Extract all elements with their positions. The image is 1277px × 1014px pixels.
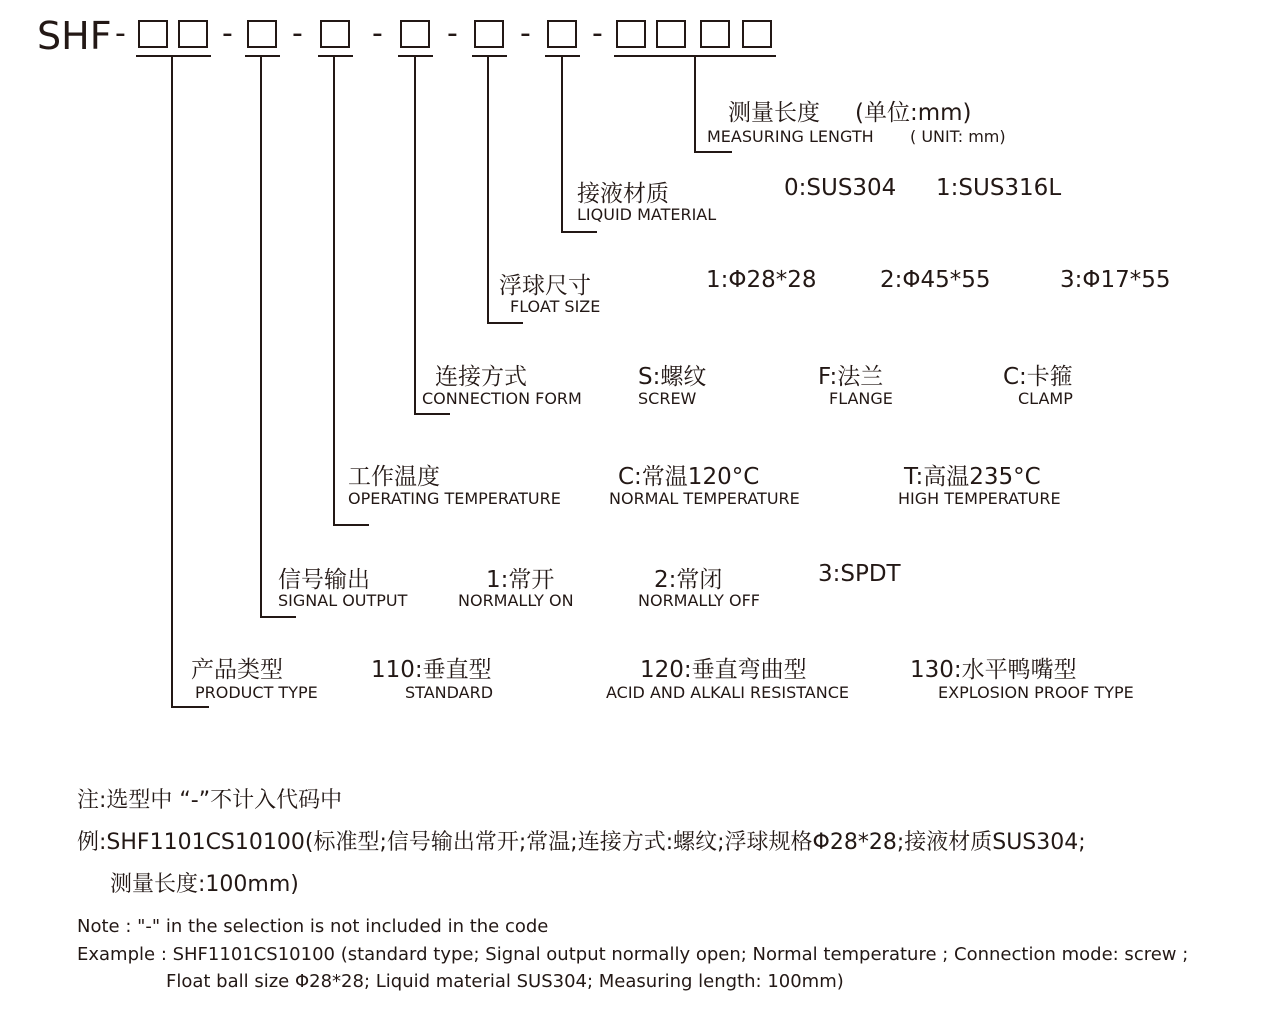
field-title-zh: 信号输出 (278, 567, 370, 593)
leader-line (414, 413, 450, 415)
note-en: Note : "-" in the selection is not included in the code (77, 916, 549, 937)
option-desc: SCREW (638, 389, 697, 408)
field-unit-en: ( UNIT: mm) (910, 127, 1006, 146)
option-desc: NORMALLY ON (458, 591, 574, 610)
option-desc: HIGH TEMPERATURE (898, 489, 1061, 508)
option-code: C:卡箍 (1003, 364, 1073, 390)
option-code: 0:SUS304 (784, 175, 897, 201)
field-title-en: OPERATING TEMPERATURE (348, 489, 561, 508)
code-box (247, 20, 277, 48)
option-desc: NORMAL TEMPERATURE (609, 489, 800, 508)
option-desc: EXPLOSION PROOF TYPE (938, 683, 1134, 702)
field-title-zh: 接液材质 (577, 181, 669, 207)
leader-line (171, 706, 209, 708)
example-zh-line-1: 例:SHF1101CS10100(标准型;信号输出常开;常温;连接方式:螺纹;浮球规格Φ28*28;接液材质SUS304; (77, 830, 1086, 855)
code-box (616, 20, 646, 48)
code-box (656, 20, 686, 48)
field-title-zh: 测量长度 (728, 100, 820, 126)
option-code: S:螺纹 (638, 364, 707, 390)
option-code: 2:常闭 (654, 567, 723, 593)
leader-line (414, 57, 416, 415)
field-title-en: CONNECTION FORM (422, 389, 582, 408)
leader-line (260, 616, 296, 618)
option-code: 3:Φ17*55 (1060, 267, 1171, 293)
option-code: 1:Φ28*28 (706, 267, 817, 293)
field-title-en: SIGNAL OUTPUT (278, 591, 408, 610)
code-dash: - (520, 16, 531, 51)
code-box (138, 20, 168, 48)
field-unit-zh: (单位:mm) (855, 100, 972, 126)
code-box (400, 20, 430, 48)
option-desc: NORMALLY OFF (638, 591, 760, 610)
code-box (178, 20, 208, 48)
option-code: 120:垂直弯曲型 (640, 657, 807, 683)
option-desc: STANDARD (405, 683, 494, 702)
field-title-en: FLOAT SIZE (510, 297, 601, 316)
leader-line (561, 57, 563, 233)
field-title-en: LIQUID MATERIAL (577, 205, 717, 224)
code-dash: - (447, 16, 458, 51)
code-prefix: SHF (37, 14, 112, 58)
option-code: C:常温120°C (618, 464, 760, 490)
leader-line (487, 57, 489, 324)
field-title-zh: 产品类型 (191, 657, 283, 683)
code-underline (472, 55, 507, 57)
field-title-zh: 工作温度 (348, 464, 440, 490)
code-dash: - (592, 16, 603, 51)
code-underline (245, 55, 280, 57)
option-code: 1:SUS316L (936, 175, 1062, 201)
field-title-en: PRODUCT TYPE (195, 683, 318, 702)
note-zh: 注:选型中 “-”不计入代码中 (77, 788, 343, 813)
option-desc: ACID AND ALKALI RESISTANCE (606, 683, 849, 702)
field-title-en: MEASURING LENGTH (707, 127, 874, 146)
leader-line (694, 151, 732, 153)
code-box (700, 20, 730, 48)
leader-line (694, 57, 696, 153)
leader-line (260, 57, 262, 618)
code-dash: - (222, 16, 233, 51)
code-box (742, 20, 772, 48)
option-code: 130:水平鸭嘴型 (910, 657, 1077, 683)
code-box (474, 20, 504, 48)
leader-line (561, 231, 597, 233)
code-dash: - (292, 16, 303, 51)
option-code: F:法兰 (818, 364, 884, 390)
code-box (320, 20, 350, 48)
leader-line (487, 322, 523, 324)
example-en-line-2: Float ball size Φ28*28; Liquid material SUS304; Measuring length: 100mm) (166, 971, 844, 992)
code-underline (136, 55, 211, 57)
field-title-zh: 连接方式 (435, 364, 527, 390)
code-underline (318, 55, 353, 57)
option-code: 110:垂直型 (371, 657, 492, 683)
leader-line (333, 524, 369, 526)
option-code: 2:Φ45*55 (880, 267, 991, 293)
field-title-zh: 浮球尺寸 (499, 273, 591, 299)
leader-line (333, 57, 335, 526)
option-code: T:高温235°C (904, 464, 1041, 490)
option-desc: FLANGE (829, 389, 893, 408)
option-code: 1:常开 (486, 567, 555, 593)
code-dash: - (115, 16, 126, 51)
option-code: 3:SPDT (818, 561, 901, 587)
example-en-line-1: Example : SHF1101CS10100 (standard type; Signal output normally open; Normal temperature ; Connection mode: screw ; (77, 944, 1189, 965)
example-zh-line-2: 测量长度:100mm) (110, 872, 299, 897)
leader-line (171, 57, 173, 708)
option-desc: CLAMP (1018, 389, 1073, 408)
code-box (547, 20, 577, 48)
code-dash: - (372, 16, 383, 51)
